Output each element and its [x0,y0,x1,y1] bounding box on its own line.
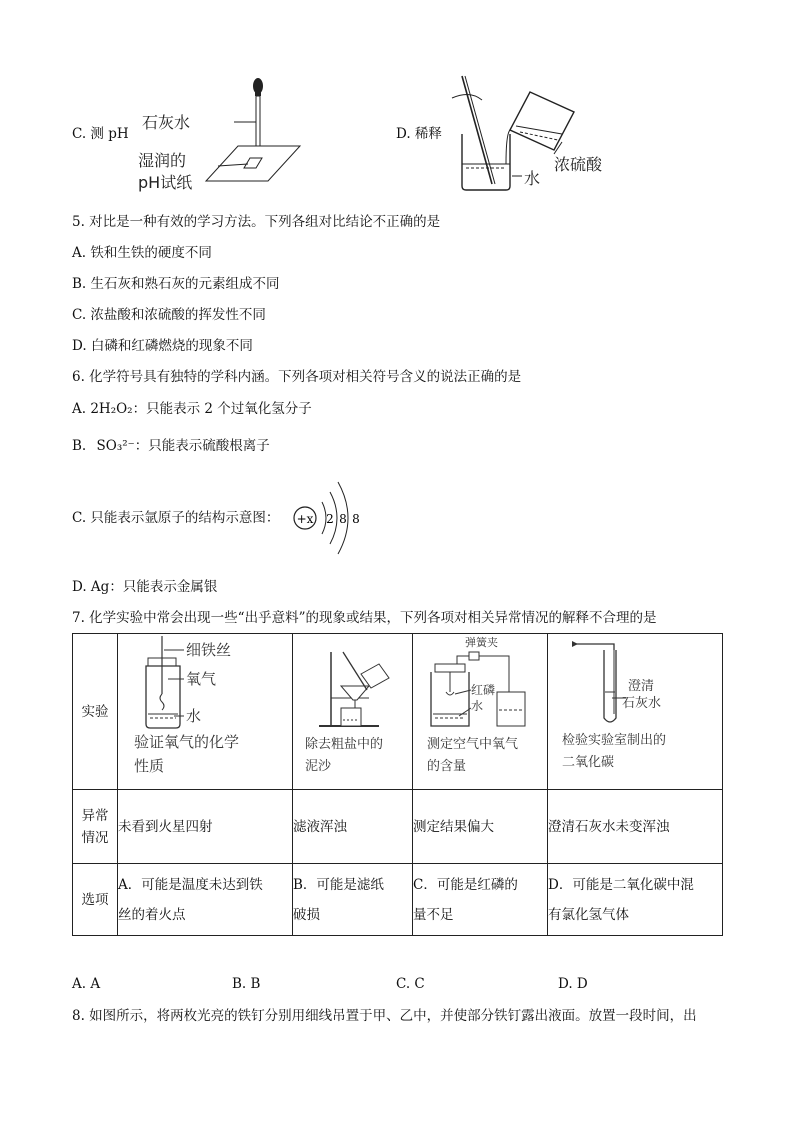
oxygen-content-figure [413,634,548,734]
q6-option-a: A. 2H₂O₂：只能表示 2 个过氧化氢分子 [72,401,312,417]
q7-answer-d: D. D [558,976,588,992]
anomaly-2: 滤液浑浊 [293,790,413,864]
q5-option-a: A. 铁和生铁的硬度不同 [72,245,212,261]
anomaly-4: 澄清石灰水未变浑浊 [548,790,723,864]
label-oxygen: 氧气 [186,670,217,688]
label-spring-clamp: 弹簧夹 [465,636,498,649]
row-header-anomaly: 异常 情况 [73,790,118,864]
q7-answer-a: A. A [72,976,101,992]
experiment-3-caption-line2: 的含量 [427,759,467,774]
q6-b-symbol: SO₃²⁻ [96,438,135,454]
row-header-choice: 选项 [73,864,118,936]
experiment-cell-4 [548,634,723,790]
label-wet: 湿润的 [138,151,187,170]
label-red-phosphorus: 红磷 [471,683,496,697]
label-water-3: 水 [471,699,484,713]
choice-d-line2: 有氯化氢气体 [548,906,629,923]
q8-stem: 8. 如图所示，将两枚光亮的铁钉分别用细线吊置于甲、乙中，并使部分铁钉露出液面。放置一段时间，出 [72,1008,697,1024]
filtration-figure [293,634,413,734]
experiment-2-caption-line2: 泥沙 [305,759,332,774]
q5-option-b: B. 生石灰和熟石灰的元素组成不同 [72,276,280,292]
q6-b-prefix: B. [72,438,87,454]
q6-option-c: C. 只能表示氩原子的结构示意图： [72,510,280,526]
choice-c-line1: C．可能是红磷的 [413,876,518,893]
nucleus-charge: +x [296,512,314,526]
choice-d-line1: D．可能是二氧化碳中混 [548,876,694,893]
label-limewater: 石灰水 [142,113,191,132]
q5-option-d: D. 白磷和红磷燃烧的现象不同 [72,338,253,354]
experiment-1-caption-line2: 性质 [134,757,165,775]
iron-wire-oxygen-figure [118,634,293,734]
choice-a-line1: A．可能是温度未达到铁 [118,876,263,893]
option-c-label: C. 测 pH [72,126,129,142]
experiment-cell-2 [293,634,413,790]
label-water: 水 [524,169,541,188]
label-ph-paper: pH试纸 [138,173,193,192]
experiment-3-caption-line1: 测定空气中氧气 [427,737,519,752]
co2-limewater-figure [548,634,723,734]
choice-d [548,864,723,936]
q6-b-text: ：只能表示硫酸根离子 [134,438,270,454]
option-d-label: D. 稀释 [396,126,442,142]
choice-b-line1: B．可能是滤纸 [293,876,384,893]
q7-stem: 7. 化学实验中常会出现一些“出乎意料”的现象或结果，下列各项对相关异常情况的解释不合理的是 [72,610,657,626]
choice-a-line2: 丝的着火点 [118,906,186,923]
experiment-4-caption-line1: 检验实验室制出的 [562,733,667,748]
choice-a [118,864,293,936]
q7-answer-c: C. C [396,976,425,992]
experiment-1-caption-line1: 验证氧气的化学 [134,733,240,751]
label-conc-acid: 浓硫酸 [554,155,603,174]
q5-option-c: C. 浓盐酸和浓硫酸的挥发性不同 [72,307,266,323]
q6-stem: 6. 化学符号具有独特的学科内涵。下列各项对相关符号含义的说法正确的是 [72,369,522,385]
dilution-figure [450,72,630,194]
experiment-4-caption-line2: 二氧化碳 [562,755,615,770]
anomaly-1: 未看到火星四射 [118,790,293,864]
choice-b [293,864,413,936]
label-limewater-4: 石灰水 [622,696,662,711]
label-iron-wire: 细铁丝 [186,641,232,659]
q7-answer-b: B. B [232,976,261,992]
shell-2-count: 8 [339,512,347,526]
experiment-table [72,633,723,936]
q5-stem: 5. 对比是一种有效的学习方法。下列各组对比结论不正确的是 [72,214,441,230]
experiment-cell-1 [118,634,293,790]
q6-option-b [72,437,270,455]
experiment-2-caption-line1: 除去粗盐中的 [305,737,384,752]
shell-3-count: 8 [352,512,360,526]
choice-c [413,864,548,936]
experiment-cell-3 [413,634,548,790]
label-clear: 澄清 [628,679,655,694]
label-water-1: 水 [186,707,202,725]
shell-1-count: 2 [326,512,334,526]
ph-test-figure [138,76,308,196]
choice-b-line2: 破损 [293,906,320,923]
atom-structure-diagram [288,472,368,564]
row-header-experiment: 实验 [73,634,118,790]
q6-option-d: D. Ag：只能表示金属银 [72,579,218,595]
choice-c-line2: 量不足 [413,906,454,923]
anomaly-3: 测定结果偏大 [413,790,548,864]
